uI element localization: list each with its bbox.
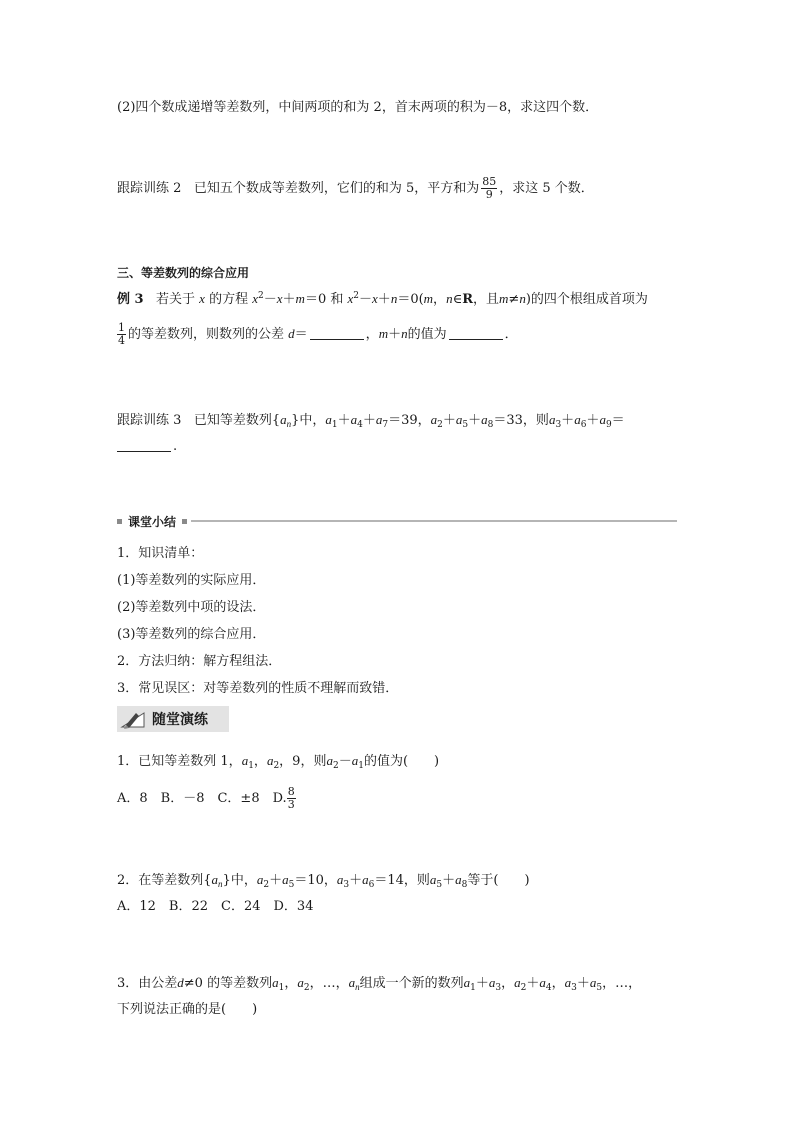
var-a: a [351, 753, 359, 768]
subscript: 2 [332, 761, 339, 771]
var-a: a [548, 412, 556, 427]
text: ， [551, 976, 565, 991]
text: ＋ [269, 873, 283, 888]
text: ＋ [526, 976, 540, 991]
text: ， [501, 976, 515, 991]
pencil-icon [120, 709, 146, 729]
subscript: 3 [571, 983, 577, 993]
training-2-label: 跟踪训练 2 [117, 181, 182, 196]
subscript: 8 [461, 880, 468, 890]
training-2 [117, 176, 594, 201]
practice-q1 [117, 752, 439, 771]
text: ＋ [586, 413, 600, 428]
var-a: a [463, 975, 471, 990]
answer-blank[interactable] [117, 439, 171, 452]
var-a: a [589, 975, 597, 990]
subscript: 2 [273, 761, 280, 771]
summary-line: (1)等差数列的实际应用． [117, 573, 266, 588]
var-a: a [481, 412, 488, 427]
fraction-denominator: 4 [118, 334, 125, 347]
text: ＋ [377, 292, 391, 307]
exponent: 2 [353, 291, 359, 301]
text: ， [284, 976, 298, 991]
subscript: 3 [555, 420, 562, 430]
text: ＋ [337, 413, 351, 428]
text: 2．在等差数列{ [117, 873, 212, 888]
summary-line: (2)等差数列中项的设法． [117, 600, 266, 615]
fraction-denominator: 3 [287, 798, 295, 811]
summary-line: 3．常见误区：对等差数列的性质不理解而致错． [117, 681, 399, 696]
answer-blank[interactable] [310, 327, 364, 340]
text: ． [504, 327, 518, 342]
var-m: m [295, 291, 305, 306]
var-a: a [514, 975, 521, 990]
subscript: 2 [263, 880, 270, 890]
text: ， [433, 292, 447, 307]
bullet-square-icon [117, 519, 122, 524]
subscript: 4 [545, 983, 552, 993]
var-x: x [347, 291, 354, 306]
var-n: n [519, 291, 526, 306]
text: 等于( ) [467, 873, 530, 888]
text: ＝ [611, 413, 625, 428]
var-a: a [350, 412, 358, 427]
practice-q2 [117, 871, 530, 890]
example-3-label: 例 3 [117, 292, 144, 307]
fraction-denominator: 9 [485, 188, 493, 201]
subscript: 3 [343, 880, 350, 890]
summary-title: 课堂小结 [128, 514, 177, 529]
var-m: m [378, 326, 389, 341]
var-x: x [252, 291, 258, 306]
text: － [263, 292, 277, 307]
subscript: 1 [470, 983, 476, 993]
text: }中， [222, 873, 257, 888]
text: ，…， [602, 976, 642, 991]
subscript: 6 [368, 880, 375, 890]
fraction-numerator: 8 [287, 785, 295, 798]
training-2-text-a: 已知五个数成等差数列，它们的和为 5，平方和为 [193, 181, 480, 196]
var-a: a [211, 872, 219, 887]
var-d: d [288, 326, 295, 341]
var-a: a [241, 753, 249, 768]
var-a: a [272, 975, 279, 990]
practice-q3-line-2: 下列说法正确的是( ) [117, 1002, 258, 1017]
text: ＝10， [294, 873, 337, 888]
text: － [359, 292, 373, 307]
text: ，9，则 [279, 754, 327, 769]
var-x: x [372, 291, 378, 306]
bullet-square-icon [182, 519, 187, 524]
summary-header [117, 512, 677, 530]
training-2-text-b: ，求这 5 个数． [499, 181, 594, 196]
text: ＝33，则 [493, 413, 549, 428]
text: 已知等差数列{ [193, 413, 281, 428]
subscript: 8 [487, 420, 494, 430]
subscript: 7 [382, 420, 389, 430]
var-a: a [539, 975, 546, 990]
text: ＋ [561, 413, 575, 428]
section-3-title: 三、等差数列的综合应用 [117, 266, 250, 280]
option-d-fraction [287, 786, 296, 811]
text: 1．已知等差数列 1， [117, 754, 242, 769]
practice-q2-options: A．12 B．22 C．24 D．34 [117, 899, 314, 914]
var-a: a [599, 412, 606, 427]
subscript: 2 [437, 420, 443, 430]
subscript: 6 [580, 420, 587, 430]
text: ＝0 和 [304, 292, 344, 307]
text: － [338, 754, 352, 769]
practice-header [117, 706, 229, 732]
training-2-fraction [481, 176, 497, 201]
subscript: 5 [436, 880, 443, 890]
example-3-line-1 [117, 290, 648, 309]
options-text: A．8 B．－8 C．±8 D. [117, 791, 287, 806]
text: ∈ [452, 292, 463, 307]
var-m: m [499, 291, 509, 306]
text: ＋ [349, 873, 363, 888]
subscript: 4 [357, 420, 363, 430]
subscript: 9 [605, 420, 612, 430]
subscript: 1 [358, 761, 364, 771]
var-a: a [455, 872, 462, 887]
text: 的方程 [209, 292, 249, 307]
summary-line: 1．知识清单： [117, 546, 204, 561]
subscript: n [218, 879, 223, 889]
var-a: a [348, 975, 356, 990]
subscript: 5 [288, 880, 295, 890]
fraction-numerator: 1 [118, 321, 125, 334]
summary-line: (3)等差数列的综合应用． [117, 627, 266, 642]
text: ， [365, 327, 379, 342]
var-a: a [574, 412, 581, 427]
var-a: a [282, 872, 289, 887]
text: ＋ [475, 976, 489, 991]
text: ＋ [442, 413, 456, 428]
fraction-numerator: 85 [482, 175, 497, 188]
subscript: 1 [331, 420, 338, 430]
summary-line: 2．方法归纳：解方程组法． [117, 654, 282, 669]
var-d: d [177, 975, 184, 990]
var-a: a [266, 753, 274, 768]
text: ， [253, 754, 267, 769]
divider [191, 520, 677, 522]
var-a: a [375, 412, 383, 427]
text: ＝ [294, 327, 308, 342]
exponent: 2 [258, 291, 264, 301]
text: ＝14，则 [374, 873, 430, 888]
var-x: x [199, 291, 205, 306]
subscript: 1 [278, 983, 285, 993]
training-3-line-1 [117, 411, 625, 430]
text: }中， [291, 413, 326, 428]
question-2-text: (2)四个数成递增等差数列，中间两项的和为 2，首末两项的积为－8，求这四个数． [117, 100, 599, 115]
text: ＋ [576, 976, 590, 991]
practice-q1-options [117, 786, 298, 811]
training-3-line-2 [117, 438, 177, 456]
text: ≠ [508, 292, 520, 307]
var-a: a [455, 412, 463, 427]
text: 若关于 [155, 292, 195, 307]
var-a: a [362, 872, 369, 887]
text: ＋ [468, 413, 482, 428]
text: ＋ [388, 327, 402, 342]
var-a: a [280, 412, 287, 427]
text: 的值为 [407, 327, 447, 342]
var-a: a [564, 975, 572, 990]
practice-q3 [117, 974, 641, 993]
training-3-label: 跟踪训练 3 [117, 413, 182, 428]
practice-title: 随堂演练 [152, 712, 208, 728]
text: ＋ [442, 873, 456, 888]
text: ，…， [309, 976, 349, 991]
text: 的等差数列，则数列的公差 [128, 327, 285, 342]
var-n: n [390, 291, 398, 306]
var-x: x [276, 291, 283, 306]
var-n: n [446, 291, 453, 306]
text: . [173, 439, 178, 454]
var-a: a [488, 975, 496, 990]
text: 的值为( ) [363, 754, 440, 769]
text: ＋ [362, 413, 376, 428]
subscript: 2 [303, 983, 310, 993]
example-3-line-2 [117, 322, 518, 347]
example-3-fraction [117, 322, 126, 347]
var-a: a [429, 872, 437, 887]
subscript: n [286, 419, 292, 429]
subscript: 5 [596, 983, 603, 993]
var-m: m [423, 291, 434, 306]
text: 组成一个新的数列 [359, 976, 464, 991]
text: ＋ [282, 292, 296, 307]
subscript: n [355, 982, 360, 992]
text: ＝39， [388, 413, 431, 428]
var-a: a [325, 412, 332, 427]
var-a: a [256, 872, 264, 887]
subscript: 5 [462, 420, 469, 430]
var-a: a [336, 872, 344, 887]
var-a: a [430, 412, 438, 427]
text: 3．由公差 [117, 976, 178, 991]
subscript: 1 [248, 761, 254, 771]
text: ＝0( [397, 292, 424, 307]
var-a: a [297, 975, 304, 990]
subscript: 3 [495, 983, 502, 993]
var-n: n [401, 326, 408, 341]
text: ，且 [473, 292, 500, 307]
subscript: 2 [520, 983, 527, 993]
set-r: R [462, 292, 473, 307]
text: )的四个根组成首项为 [525, 292, 648, 307]
answer-blank[interactable] [449, 327, 503, 340]
var-a: a [326, 753, 333, 768]
text: ≠0 的等差数列 [183, 976, 273, 991]
